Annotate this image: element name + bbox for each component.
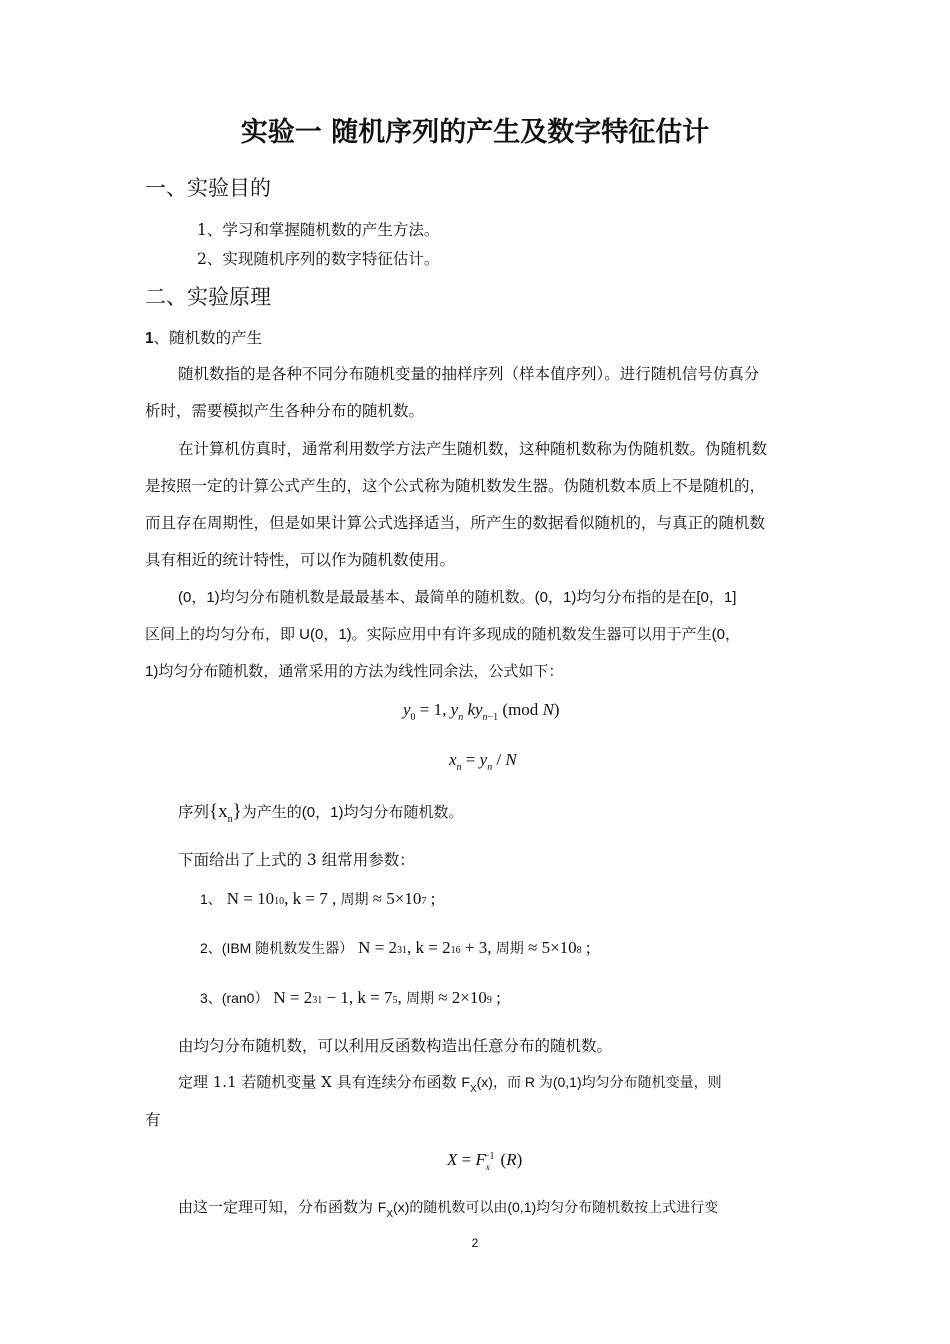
document-title: 实验一 随机序列的产生及数字特征估计 bbox=[240, 117, 710, 148]
section-heading-principle: 二、实验原理 bbox=[145, 285, 271, 309]
purpose-item-2: 2、实现随机序列的数字特征估计。 bbox=[197, 250, 440, 268]
paragraph-line: 而且存在周期性，但是如果计算公式选择适当，所产生的数据看似随机的，与真正的随机数 bbox=[145, 514, 766, 532]
paragraph-line: 析时，需要模拟产生各种分布的随机数。 bbox=[145, 402, 425, 420]
paragraph-line: 1)均匀分布随机数，通常采用的方法为线性同余法，公式如下： bbox=[145, 663, 564, 680]
subsection-number: 1 bbox=[145, 330, 154, 347]
paragraph-line: 是按照一定的计算公式产生的，这个公式称为随机数发生器。伪随机数本质上不是随机的， bbox=[145, 477, 766, 495]
theorem-line-2: 有 bbox=[145, 1111, 161, 1129]
param-set-3: 3、(ran0） N = 231 − 1, k = 75, 周期 ≈ 2×109 ; bbox=[200, 988, 501, 1007]
param-set-2: 2、(IBM 随机数发生器） N = 231, k = 216 + 3, 周期 ≈ 5×108 ; bbox=[200, 938, 591, 957]
paragraph-line: 由均匀分布随机数，可以利用反函数构造出任意分布的随机数。 bbox=[178, 1037, 613, 1055]
formula-inverse: $X = F_x^{-1}$ (R) bbox=[447, 1150, 523, 1172]
param-set-1: 1、 N = 1010, k = 7 , 周期 ≈ 5×107 ; bbox=[200, 889, 436, 908]
paragraph-line: 随机数指的是各种不同分布随机变量的抽样序列（样本值序列）。进行随机信号仿真分 bbox=[178, 365, 760, 383]
theorem-line: 定理 1.1 若随机变量 X 具有连续分布函数 $F_X(x)$，而 R 为(0,1)均匀分布随机变量，则 bbox=[178, 1073, 722, 1095]
purpose-item-1: 1、学习和掌握随机数的产生方法。 bbox=[197, 221, 440, 239]
paragraph-line: 在计算机仿真时，通常利用数学方法产生随机数，这种随机数称为伪随机数。伪随机数 bbox=[178, 440, 768, 458]
params-intro: 下面给出了上式的 3 组常用参数： bbox=[178, 851, 415, 869]
section-heading-purpose: 一、实验目的 bbox=[145, 176, 271, 200]
formula-lcg: $y_0 = 1$, $y_n$ $ky_{n-1}$ (mod N) bbox=[403, 700, 560, 723]
subsection-heading-random-generation bbox=[145, 326, 262, 348]
sequence-prefix: 序列 bbox=[178, 803, 210, 821]
paragraph-line: 区间上的均匀分布，即 U(0，1)。实际应用中有许多现成的随机数发生器可以用于产生(0， bbox=[145, 626, 741, 643]
subsection-title: 、随机数的产生 bbox=[153, 329, 263, 347]
formula-normalize: $x_n = y_n / N$ bbox=[449, 750, 517, 773]
paragraph-line: (0，1)均匀分布随机数是最最基本、最简单的随机数。(0，1)均匀分布指的是在[0，1] bbox=[178, 589, 737, 606]
sequence-symbol: $\{x_n\}$ bbox=[209, 801, 242, 825]
sequence-line bbox=[178, 800, 463, 823]
page-number: 2 bbox=[471, 1236, 479, 1250]
paragraph-line: 具有相近的统计特性，可以作为随机数使用。 bbox=[145, 551, 456, 569]
paragraph-line-last: 由这一定理可知，分布函数为 $F_X(x)$的随机数可以由(0,1)均匀分布随机数按上式进行变 bbox=[178, 1198, 719, 1220]
sequence-suffix: 为产生的(0，1)均匀分布随机数。 bbox=[241, 804, 464, 821]
